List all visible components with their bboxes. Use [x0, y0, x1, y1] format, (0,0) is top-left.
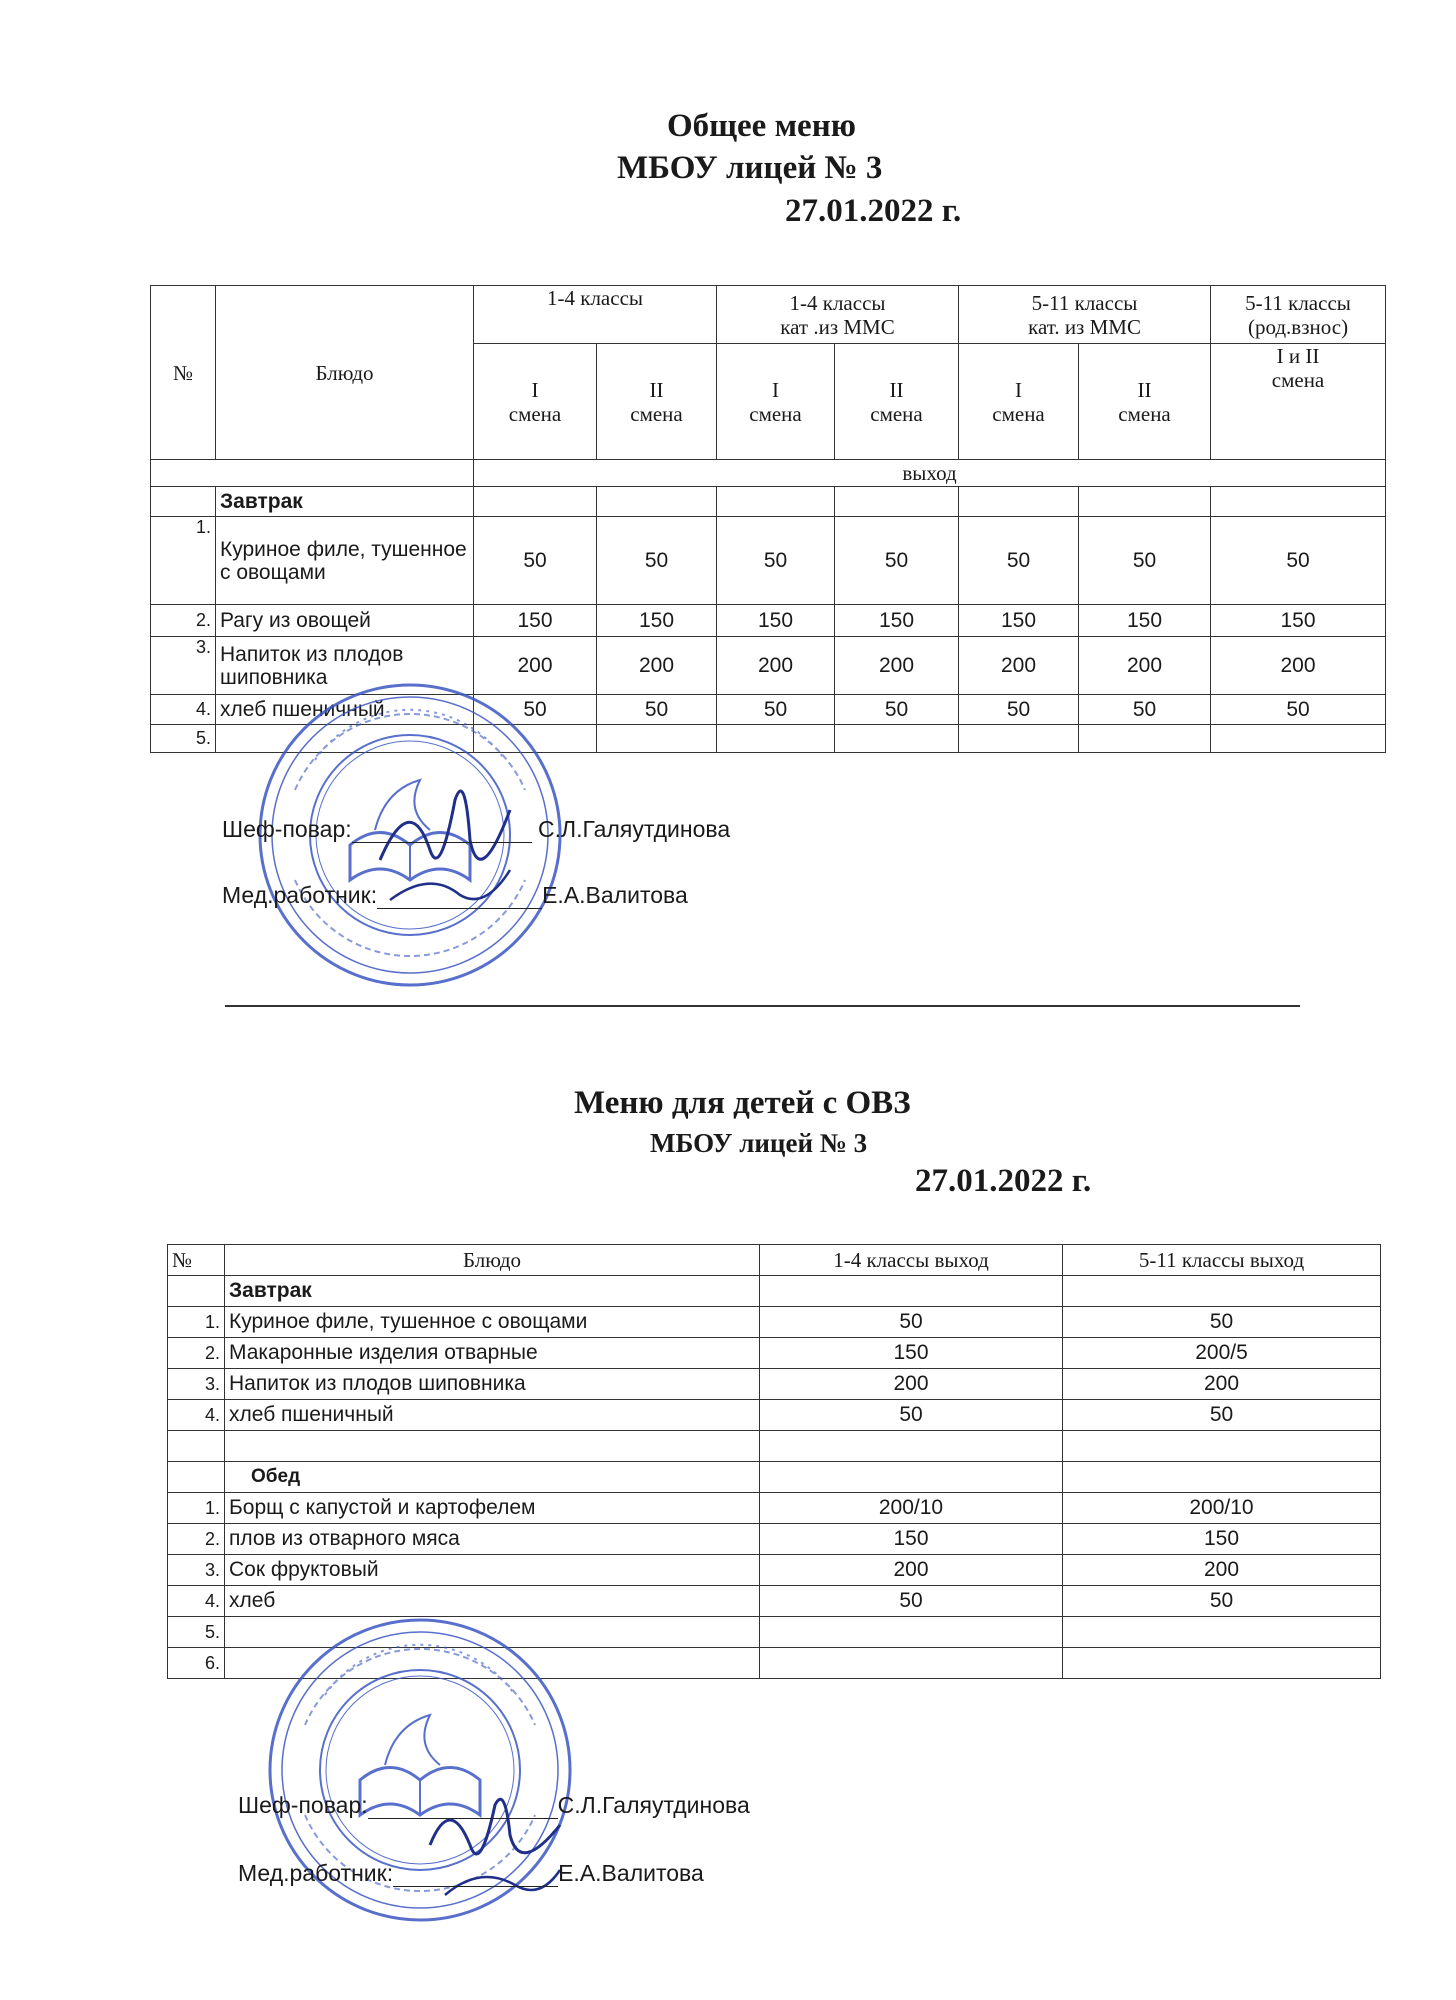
- portion-value: 50: [760, 1400, 1063, 1431]
- row-number: 5.: [151, 725, 216, 753]
- menu1-date: 27.01.2022 г.: [785, 193, 962, 229]
- med-label: Мед.работник:: [238, 1860, 394, 1886]
- portion-value: 150: [835, 605, 959, 637]
- shift-header: I смена: [474, 344, 597, 460]
- dish-name: Напиток из плодов шиповника: [225, 1369, 760, 1400]
- med-signature-line: [222, 882, 688, 909]
- chef-name: С.Л.Галяутдинова: [538, 816, 731, 842]
- signature-line: [377, 908, 542, 909]
- signature-line: [368, 1818, 558, 1819]
- col-dish-header: Блюдо: [216, 286, 474, 460]
- table-row: [168, 1369, 1381, 1400]
- menu2-title: Меню для детей с ОВЗ: [574, 1085, 911, 1121]
- section-breakfast: Завтрак: [216, 487, 474, 517]
- portion-value: 200: [760, 1555, 1063, 1586]
- row-number: 3.: [168, 1555, 225, 1586]
- group-header: 1-4 классы кат .из ММС: [717, 286, 959, 344]
- portion-value: 50: [1079, 517, 1211, 605]
- menu1-title: Общее меню: [667, 108, 856, 144]
- dish-name: Напиток из плодов шиповника: [216, 637, 474, 695]
- row-number: 2.: [168, 1524, 225, 1555]
- portion-value: 50: [1211, 517, 1386, 605]
- chef-signature-line: [222, 816, 730, 843]
- dish-name: Борщ с капустой и картофелем: [225, 1493, 760, 1524]
- signature-line: [393, 1886, 558, 1887]
- portion-value: 150: [760, 1524, 1063, 1555]
- med-label: Мед.работник:: [222, 882, 378, 908]
- group-header: 5-11 классы кат. из ММС: [959, 286, 1211, 344]
- shift-header: II смена: [1079, 344, 1211, 460]
- portion-value: 50: [1063, 1586, 1381, 1617]
- dish-name: хлеб пшеничный: [225, 1400, 760, 1431]
- portion-value: 50: [717, 517, 835, 605]
- section-breakfast: Завтрак: [225, 1276, 760, 1307]
- dish-name: Куриное филе, тушенное с овощами: [225, 1307, 760, 1338]
- col-dish-header: Блюдо: [225, 1245, 760, 1276]
- portion-value: 200: [959, 637, 1079, 695]
- portion-value: 200: [597, 637, 717, 695]
- row-number: 4.: [151, 695, 216, 725]
- portion-value: 200: [1079, 637, 1211, 695]
- table-row: [168, 1338, 1381, 1369]
- table-row: [151, 517, 1386, 605]
- portion-value: 50: [959, 695, 1079, 725]
- row-number: 1.: [168, 1493, 225, 1524]
- col-number-header: №: [151, 286, 216, 460]
- portion-value: 150: [1063, 1524, 1381, 1555]
- shift-header: I и II смена: [1211, 344, 1386, 460]
- shift-header: I смена: [959, 344, 1079, 460]
- portion-value: 50: [1211, 695, 1386, 725]
- table-row: [151, 605, 1386, 637]
- row-number: 4.: [168, 1400, 225, 1431]
- section-divider: [225, 1005, 1300, 1007]
- chef-name: С.Л.Галяутдинова: [557, 1792, 750, 1818]
- portion-value: 200/10: [760, 1493, 1063, 1524]
- portion-value: 200/10: [1063, 1493, 1381, 1524]
- portion-value: 50: [1079, 695, 1211, 725]
- portion-value: 200: [717, 637, 835, 695]
- portion-value: 50: [474, 517, 597, 605]
- portion-value: 50: [717, 695, 835, 725]
- portion-value: 50: [959, 517, 1079, 605]
- row-number: 2.: [168, 1338, 225, 1369]
- table-row: [168, 1307, 1381, 1338]
- dish-name: Макаронные изделия отварные: [225, 1338, 760, 1369]
- med-signature-line-2: [238, 1860, 704, 1887]
- portion-value: 150: [597, 605, 717, 637]
- chef-label: Шеф-повар:: [238, 1792, 368, 1818]
- portion-value: 50: [597, 695, 717, 725]
- signature-line: [352, 842, 532, 843]
- portion-value: 200: [1063, 1555, 1381, 1586]
- shift-header: II смена: [597, 344, 717, 460]
- portion-value: 50: [835, 517, 959, 605]
- portion-value: 50: [760, 1307, 1063, 1338]
- menu2-date: 27.01.2022 г.: [915, 1163, 1092, 1199]
- portion-value: 50: [1063, 1400, 1381, 1431]
- chef-label: Шеф-повар:: [222, 816, 352, 842]
- shift-header: II смена: [835, 344, 959, 460]
- portion-value: 150: [760, 1338, 1063, 1369]
- dish-name: Куриное филе, тушенное с овощами: [216, 517, 474, 605]
- empty-cell: [151, 487, 216, 517]
- menu2-school: МБОУ лицей № 3: [650, 1128, 868, 1158]
- portion-value: 150: [1211, 605, 1386, 637]
- menu1-school: МБОУ лицей № 3: [617, 150, 883, 186]
- row-number: 2.: [151, 605, 216, 637]
- chef-signature-line-2: [238, 1792, 750, 1819]
- portion-value: 50: [597, 517, 717, 605]
- portion-value: 150: [474, 605, 597, 637]
- portion-value: 200: [760, 1369, 1063, 1400]
- group-header: 5-11 классы (род.взнос): [1211, 286, 1386, 344]
- portion-value: 200: [1063, 1369, 1381, 1400]
- row-number: 1.: [151, 517, 216, 605]
- row-number: 1.: [168, 1307, 225, 1338]
- col-juniors-header: 1-4 классы выход: [760, 1245, 1063, 1276]
- table-row: [168, 1555, 1381, 1586]
- portion-value: 50: [835, 695, 959, 725]
- section-lunch: Обед: [225, 1462, 760, 1493]
- portion-value: 200: [474, 637, 597, 695]
- dish-name: хлеб пшеничный: [216, 695, 474, 725]
- row-number: 3.: [151, 637, 216, 695]
- table-row: [168, 1524, 1381, 1555]
- output-header: выход: [474, 460, 1386, 487]
- table-row: [168, 1493, 1381, 1524]
- med-name: Е.А.Валитова: [558, 1860, 704, 1886]
- col-number-header: №: [168, 1245, 225, 1276]
- portion-value: 50: [1063, 1307, 1381, 1338]
- empty-cell: [151, 460, 474, 487]
- portion-value: 150: [717, 605, 835, 637]
- portion-value: 200: [1211, 637, 1386, 695]
- table-row: [168, 1400, 1381, 1431]
- row-number: 6.: [168, 1648, 225, 1679]
- col-seniors-header: 5-11 классы выход: [1063, 1245, 1381, 1276]
- row-number: 3.: [168, 1369, 225, 1400]
- dish-name: хлеб: [225, 1586, 760, 1617]
- portion-value: 150: [959, 605, 1079, 637]
- shift-header: I смена: [717, 344, 835, 460]
- dish-name: плов из отварного мяса: [225, 1524, 760, 1555]
- group-header: 1-4 классы: [474, 286, 717, 344]
- med-name: Е.А.Валитова: [542, 882, 688, 908]
- portion-value: 200/5: [1063, 1338, 1381, 1369]
- row-number: 5.: [168, 1617, 225, 1648]
- portion-value: 150: [1079, 605, 1211, 637]
- row-number: 4.: [168, 1586, 225, 1617]
- dish-name: Сок фруктовый: [225, 1555, 760, 1586]
- portion-value: 50: [760, 1586, 1063, 1617]
- table-row: [168, 1586, 1381, 1617]
- portion-value: 50: [474, 695, 597, 725]
- dish-name: Рагу из овощей: [216, 605, 474, 637]
- portion-value: 200: [835, 637, 959, 695]
- ovz-menu-table: [167, 1244, 1381, 1679]
